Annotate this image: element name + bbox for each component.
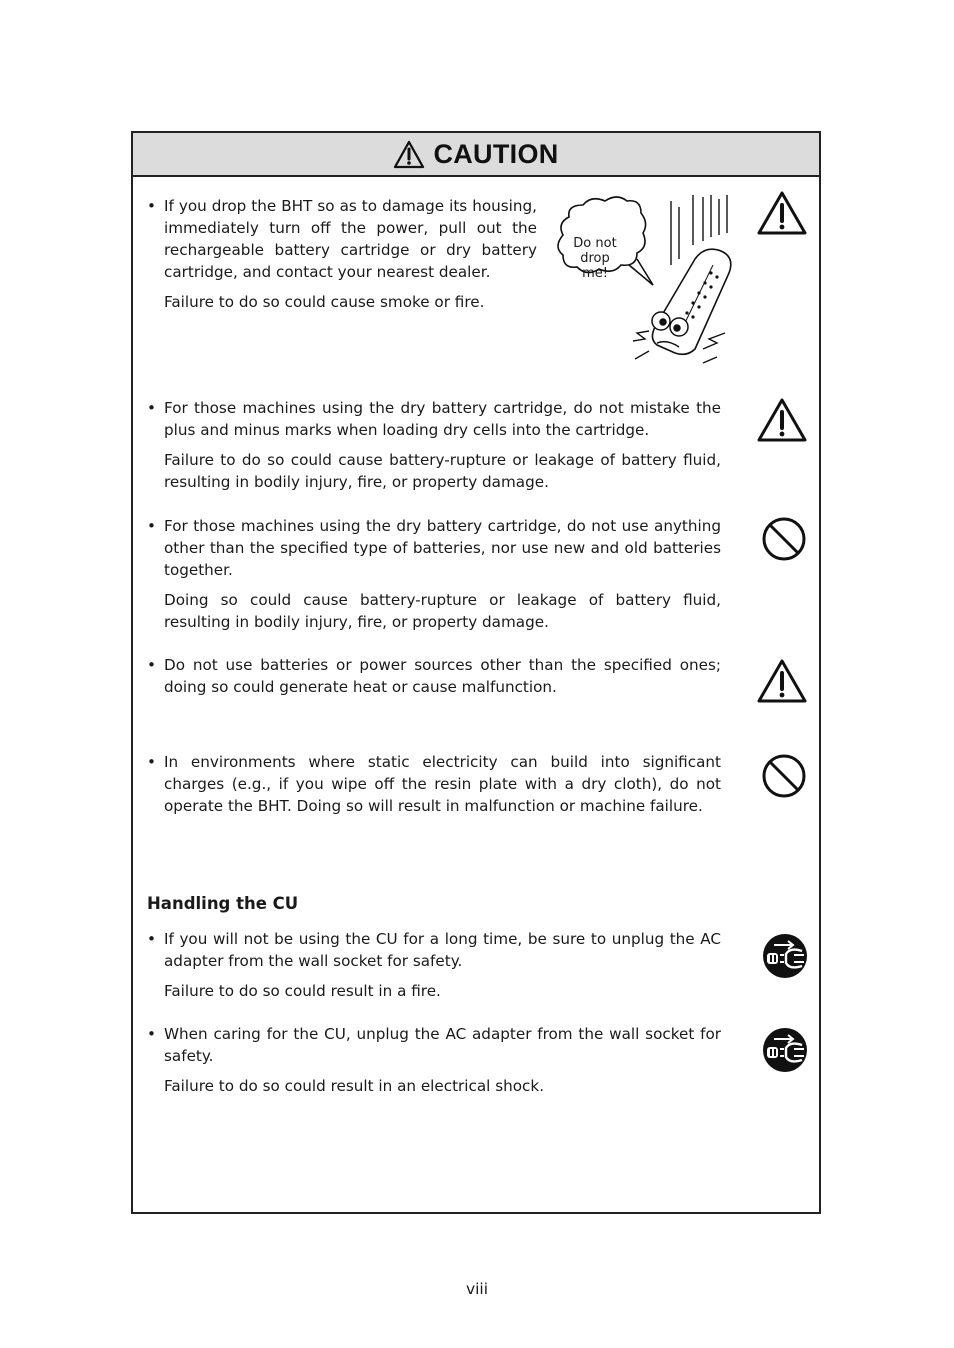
caution-text: • Do not use batteries or power sources other than the specified ones; doing so could generate heat or cause malfunction. xyxy=(147,654,721,698)
page-number: viii xyxy=(465,1280,489,1298)
caution-title: CAUTION xyxy=(433,138,559,169)
caution-item xyxy=(147,654,721,698)
caution-note: Failure to do so could result in a fire. xyxy=(164,982,441,1000)
caution-header xyxy=(133,133,819,177)
prohibition-icon xyxy=(761,516,807,562)
unplug-icon xyxy=(762,1027,808,1073)
unplug-icon xyxy=(762,933,808,979)
caution-note: Doing so could cause battery-rupture or leakage of battery fluid, resulting in bodily injury, fire, or property damage. xyxy=(164,591,721,631)
caution-item xyxy=(147,397,721,493)
prohibition-icon xyxy=(761,753,807,799)
caution-item xyxy=(147,928,721,1002)
warning-triangle-icon xyxy=(756,397,808,443)
caution-text: • In environments where static electricity can build into significant charges (e.g., if you wipe off the resin plate with a dry cloth), do not operate the BHT. Doing so will result in malfunction or machine failure. xyxy=(147,751,721,817)
warning-triangle-icon xyxy=(393,140,425,169)
caution-note: Failure to do so could result in an electrical shock. xyxy=(164,1077,545,1095)
caution-text: • For those machines using the dry battery cartridge, do not mistake the plus and minus marks when loading dry cells into the cartridge. xyxy=(147,397,721,441)
caution-note: Failure to do so could cause battery-rupture or leakage of battery fluid, resulting in bodily injury, fire, or property damage. xyxy=(164,451,721,491)
caution-item xyxy=(147,751,721,817)
caution-text: • For those machines using the dry battery cartridge, do not use anything other than the specified type of batteries, nor use new and old batteries together. xyxy=(147,515,721,581)
caution-item xyxy=(147,195,537,313)
caution-item xyxy=(147,515,721,633)
caution-text: • If you drop the BHT so as to damage its housing, immediately turn off the power, pull out the rechargeable battery cartridge or dry battery cartridge, and contact your nearest dealer. xyxy=(147,195,537,283)
caution-note: Failure to do so could cause smoke or fire. xyxy=(164,293,485,311)
caution-item xyxy=(147,1023,721,1097)
terminal-body xyxy=(652,249,730,354)
warning-triangle-icon xyxy=(756,190,808,236)
bubble-text: Do not drop me! xyxy=(573,236,617,281)
warning-triangle-icon xyxy=(756,658,808,704)
caution-box xyxy=(131,131,821,1214)
caution-text: • If you will not be using the CU for a long time, be sure to unplug the AC adapter from the wall socket for safety. xyxy=(147,928,721,972)
caution-text: • When caring for the CU, unplug the AC adapter from the wall socket for safety. xyxy=(147,1023,721,1067)
section-heading: Handling the CU xyxy=(147,894,299,913)
